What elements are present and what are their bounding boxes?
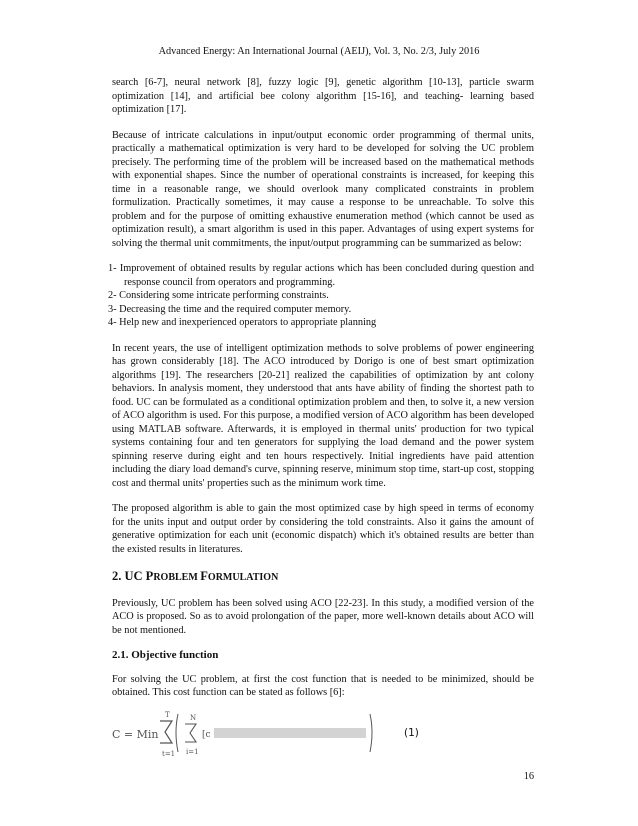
section-2-1-heading: 2.1. Objective function	[112, 649, 219, 661]
list-item	[108, 289, 534, 303]
section-2-1-paragraph: For solving the UC problem, at first the cost function that is needed to be minimized, should be obtained. This cost function can be stated as follows [6]:	[112, 673, 534, 698]
advantages-list	[108, 262, 534, 330]
outer-sum-bottom: t=1	[162, 750, 176, 758]
paragraph-3: In recent years, the use of intelligent optimization methods to solve problems of power engineering has grown considerably [18]. The ACO introduced by Dorigo is one of best smart optimization algorithms [19]. The researchers [20-21] realized the capabilities of optimization by ant colony behaviors. In analysis moment, they understood that ants have ability of finding the shortest path to food. UC can be formulated as a conditional optimization problem and then, to solve it, a new version of ACO algorithm is used. For this purpose, a modified version of ACO algorithm has been developed using MATLAB software. Afterwards, it is employed in thermal units' production for two typical systems containing four and ten generators for supplying the load demand and the power system spinning reserve during eight and ten hours respectively. Initial ingredients have paid attention including the diary load demand's curve, spinning reserve, minimum stop time, start-up cost, stopping cost and thermal units' properties such as the minimum work time.	[112, 342, 534, 489]
outer-sum-symbol	[160, 721, 172, 743]
outer-sum-top: T	[165, 711, 170, 719]
paragraph-1: search [6-7], neural network [8], fuzzy logic [9], genetic algorithm [10-13], particle swarm optimization [14], and artificial bee colony algorithm [15-16], and teaching- learning based optimization [17].	[112, 77, 534, 115]
running-header: Advanced Energy: An International Journal (AEIJ), Vol. 3, No. 2/3, July 2016	[158, 46, 480, 57]
list-item-text: Considering some intricate performing constraints.	[119, 290, 329, 301]
inner-sum-bottom: i=1	[186, 748, 199, 756]
equation-image	[112, 708, 534, 768]
list-item-number: 3-	[108, 303, 117, 315]
paragraph-4: The proposed algorithm is able to gain the most optimized case by high speed in terms of economy for the units input and output order by considering the told constraints. Also it gains the amount of generative optimization for each unit (economic dispatch) which it's obtained results are better than the existed results in literatures.	[112, 503, 534, 555]
section-2-paragraph: Previously, UC problem has been solved using ACO [22-23]. In this study, a modified version of the ACO is proposed. So as to avoid prolongation of the paper, more well-known details about ACO will be not mentioned.	[112, 597, 534, 636]
equation-number: (1)	[404, 727, 419, 739]
equation-terms-blur	[214, 728, 366, 738]
close-brace	[370, 714, 372, 752]
open-brace	[176, 714, 178, 752]
list-item-text: Help new and inexperienced operators to appropriate planning	[119, 317, 377, 328]
list-item-number: 4-	[108, 317, 117, 328]
page-number: 16	[523, 771, 534, 782]
list-item	[108, 262, 534, 289]
inner-sum-top: N	[190, 714, 197, 722]
section-2-heading: 2. UC PROBLEM FORMULATION	[112, 569, 279, 583]
equation-1	[112, 708, 534, 768]
inner-sum-symbol	[185, 724, 196, 742]
list-item-text: Decreasing the time and the required computer memory.	[119, 303, 352, 315]
paragraph-2: Because of intricate calculations in input/output economic order programming of thermal units, practically a mathematical optimization is very hard to be developed for solving the UC problem precisely. The performing time of the problem will be increased based on the mathematical methods with exponential shapes. Since the number of operational constraints is increased, for keeping this time in a reasonable range, we should overlook many complicated constraints in problem formulization. Practically sometimes, it may cause a response to be unreachable. To solve this problem and for the purpose of omitting exhaustive enumeration method (which cannot be used as optimization result), a smart algorithm is used in this paper. Advantages of using expert systems for solving the thermal unit commitments, the input/output programming can be summarized as below:	[112, 129, 534, 249]
list-item	[108, 316, 534, 330]
equation-body: [c	[202, 730, 211, 740]
list-item-text: Improvement of obtained results by regular actions which has been concluded during question and response council from operators and programming.	[119, 263, 534, 288]
list-item-number: 1-	[108, 263, 117, 274]
list-item	[108, 303, 534, 317]
list-item-number: 2-	[108, 290, 117, 301]
main-text	[108, 76, 534, 712]
equation-lhs: C = Min	[112, 728, 159, 741]
